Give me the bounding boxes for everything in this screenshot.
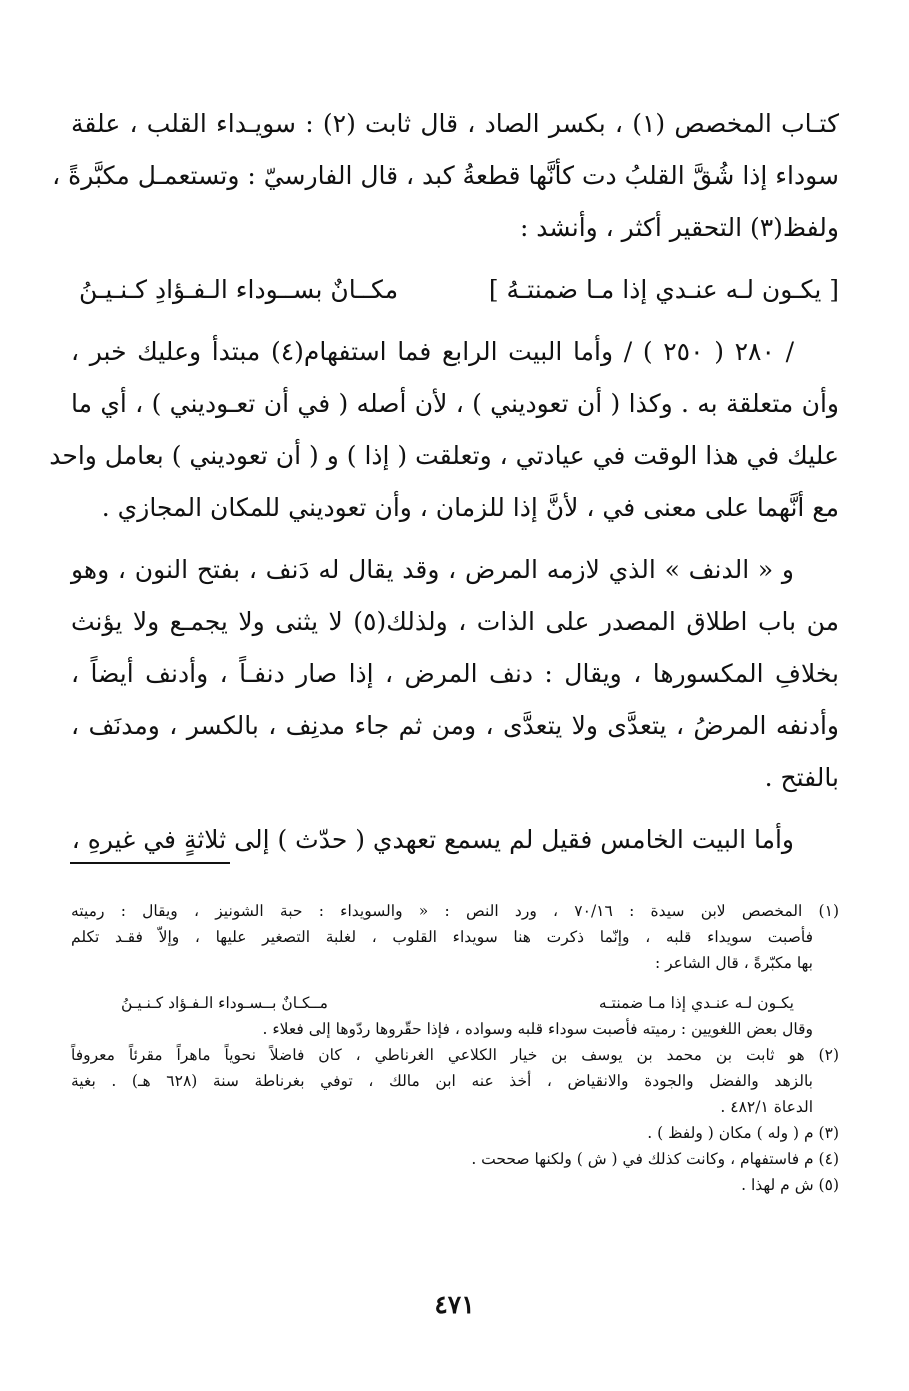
footnote-line: بها مكبّرةً ، قال الشاعر : [654,954,813,972]
text-line: عليك في هذا الوقت في عيادتي ، وتعلقت ( إذا ) و ( أن تعوديني ) بعامل واحد [49,441,839,470]
text-line: و « الدنف » الذي لازمه المرض ، وقد يقال له دَنف ، بفتح النون ، وهو [71,555,794,584]
text-line: بالفتح . [764,763,839,792]
footnote-divider [70,862,230,864]
verse-hemistich-first: [ يكـون لـه عنـدي إذا مـا ضمنتـهُ ] [488,275,839,304]
footnote-verse [71,990,839,1016]
footnote-line: (١) المخصص لابن سيدة : ٧٠/١٦ ، ورد النص : « والسويداء : حبة الشونيز ، ويقال : رميته [71,902,839,920]
text-line: وأما البيت الخامس فقيل لم يسمع تعهدي ( حدّث ) إلى ثلاثةٍ في غيرهِ ، [71,825,794,854]
footnote-line: فأصبت سويداء قلبه ، وإنّما ذكرت هنا سويداء القلوب ، لغلبة التصغير عليها ، وإلاّ فقـد تكلم [71,928,813,946]
footnote-line: (٣) م ( وله ) مكان ( ولفظ ) . [647,1124,839,1142]
verse-hemistich-second: مكــانٌ بســوداء الـفـؤادِ كـنـيـنُ [79,275,399,304]
text-line: بخلافِ المكسورها ، ويقال : دنف المرض ، إذا صار دنفـاً ، وأدنف أيضاً ، [71,659,839,688]
poetry-verse [71,264,839,316]
page-number: ٤٧١ [434,1290,475,1319]
main-text [49,98,839,866]
text-line: سوداء إذا شُقَّ القلبُ دت كأنَّها قطعةُ كبد ، قال الفارسيّ : وتستعمـل مكبَّرةً ، [52,161,839,190]
text-line: من باب اطلاق المصدر على الذات ، ولذلك(٥) لا يثنى ولا يجمـع ولا يؤنث [71,607,839,636]
footnote-line: (٤) م فاستفهام ، وكانت كذلك في ( ش ) ولكنها صححت . [471,1150,839,1168]
text-line: / ٢٨٠ ( ٢٥٠ ) / وأما البيت الرابع فما استفهام(٤) مبتدأ وعليك خبر ، [71,337,795,366]
text-line: وأن متعلقة به . وكذا ( أن تعوديني ) ، لأن أصله ( في أن تعـوديني ) ، أي ما [71,389,839,418]
footnote-line: بالزهد والفضل والجودة والانقياض ، أخذ عنه ابن مالك ، توفي بغرناطة سنة (٦٢٨ هـ) . بغية [71,1072,813,1090]
footnote-line: (٢) هو ثابت بن محمد بن يوسف بن خيار الكلاعي الغرناطي ، كان فاضلاً نحوياً ماهراً مقرئاً معروفاً [71,1046,839,1064]
footnote-verse-hemistich-first: يكـون لـه عنـدي إذا مـا ضمنتـه [598,994,794,1012]
text-line: وأدنفه المرضُ ، يتعدَّى ولا يتعدَّى ، ومن ثم جاء مدنِف ، بالكسر ، ومدنَف ، [71,711,839,740]
text-line: كتـاب المخصص (١) ، بكسر الصاد ، قال ثابت (٢) : سويـداء القلب ، علقة [71,109,839,138]
footnotes [71,898,839,1198]
text-line: ولفظ(٣) التحقير أكثر ، وأنشد : [519,213,839,242]
footnote-line: (٥) ش م لهذا . [741,1176,839,1194]
footnote-line: الدعاة ٤٨٢/١ . [720,1098,813,1116]
footnote-line: وقال بعض اللغويين : رميته فأصبت سوداء قلبه وسواده ، فإذا حقّروها ردّوها إلى فعلاء . [262,1020,813,1038]
text-line: مع أنَّهما على معنى في ، لأنَّ إذا للزمان ، وأن تعوديني للمكان المجازي . [101,493,839,522]
footnote-verse-hemistich-second: مــكـانٌ بــسـوداء الـفـؤاد كـنـيـنُ [121,994,328,1012]
